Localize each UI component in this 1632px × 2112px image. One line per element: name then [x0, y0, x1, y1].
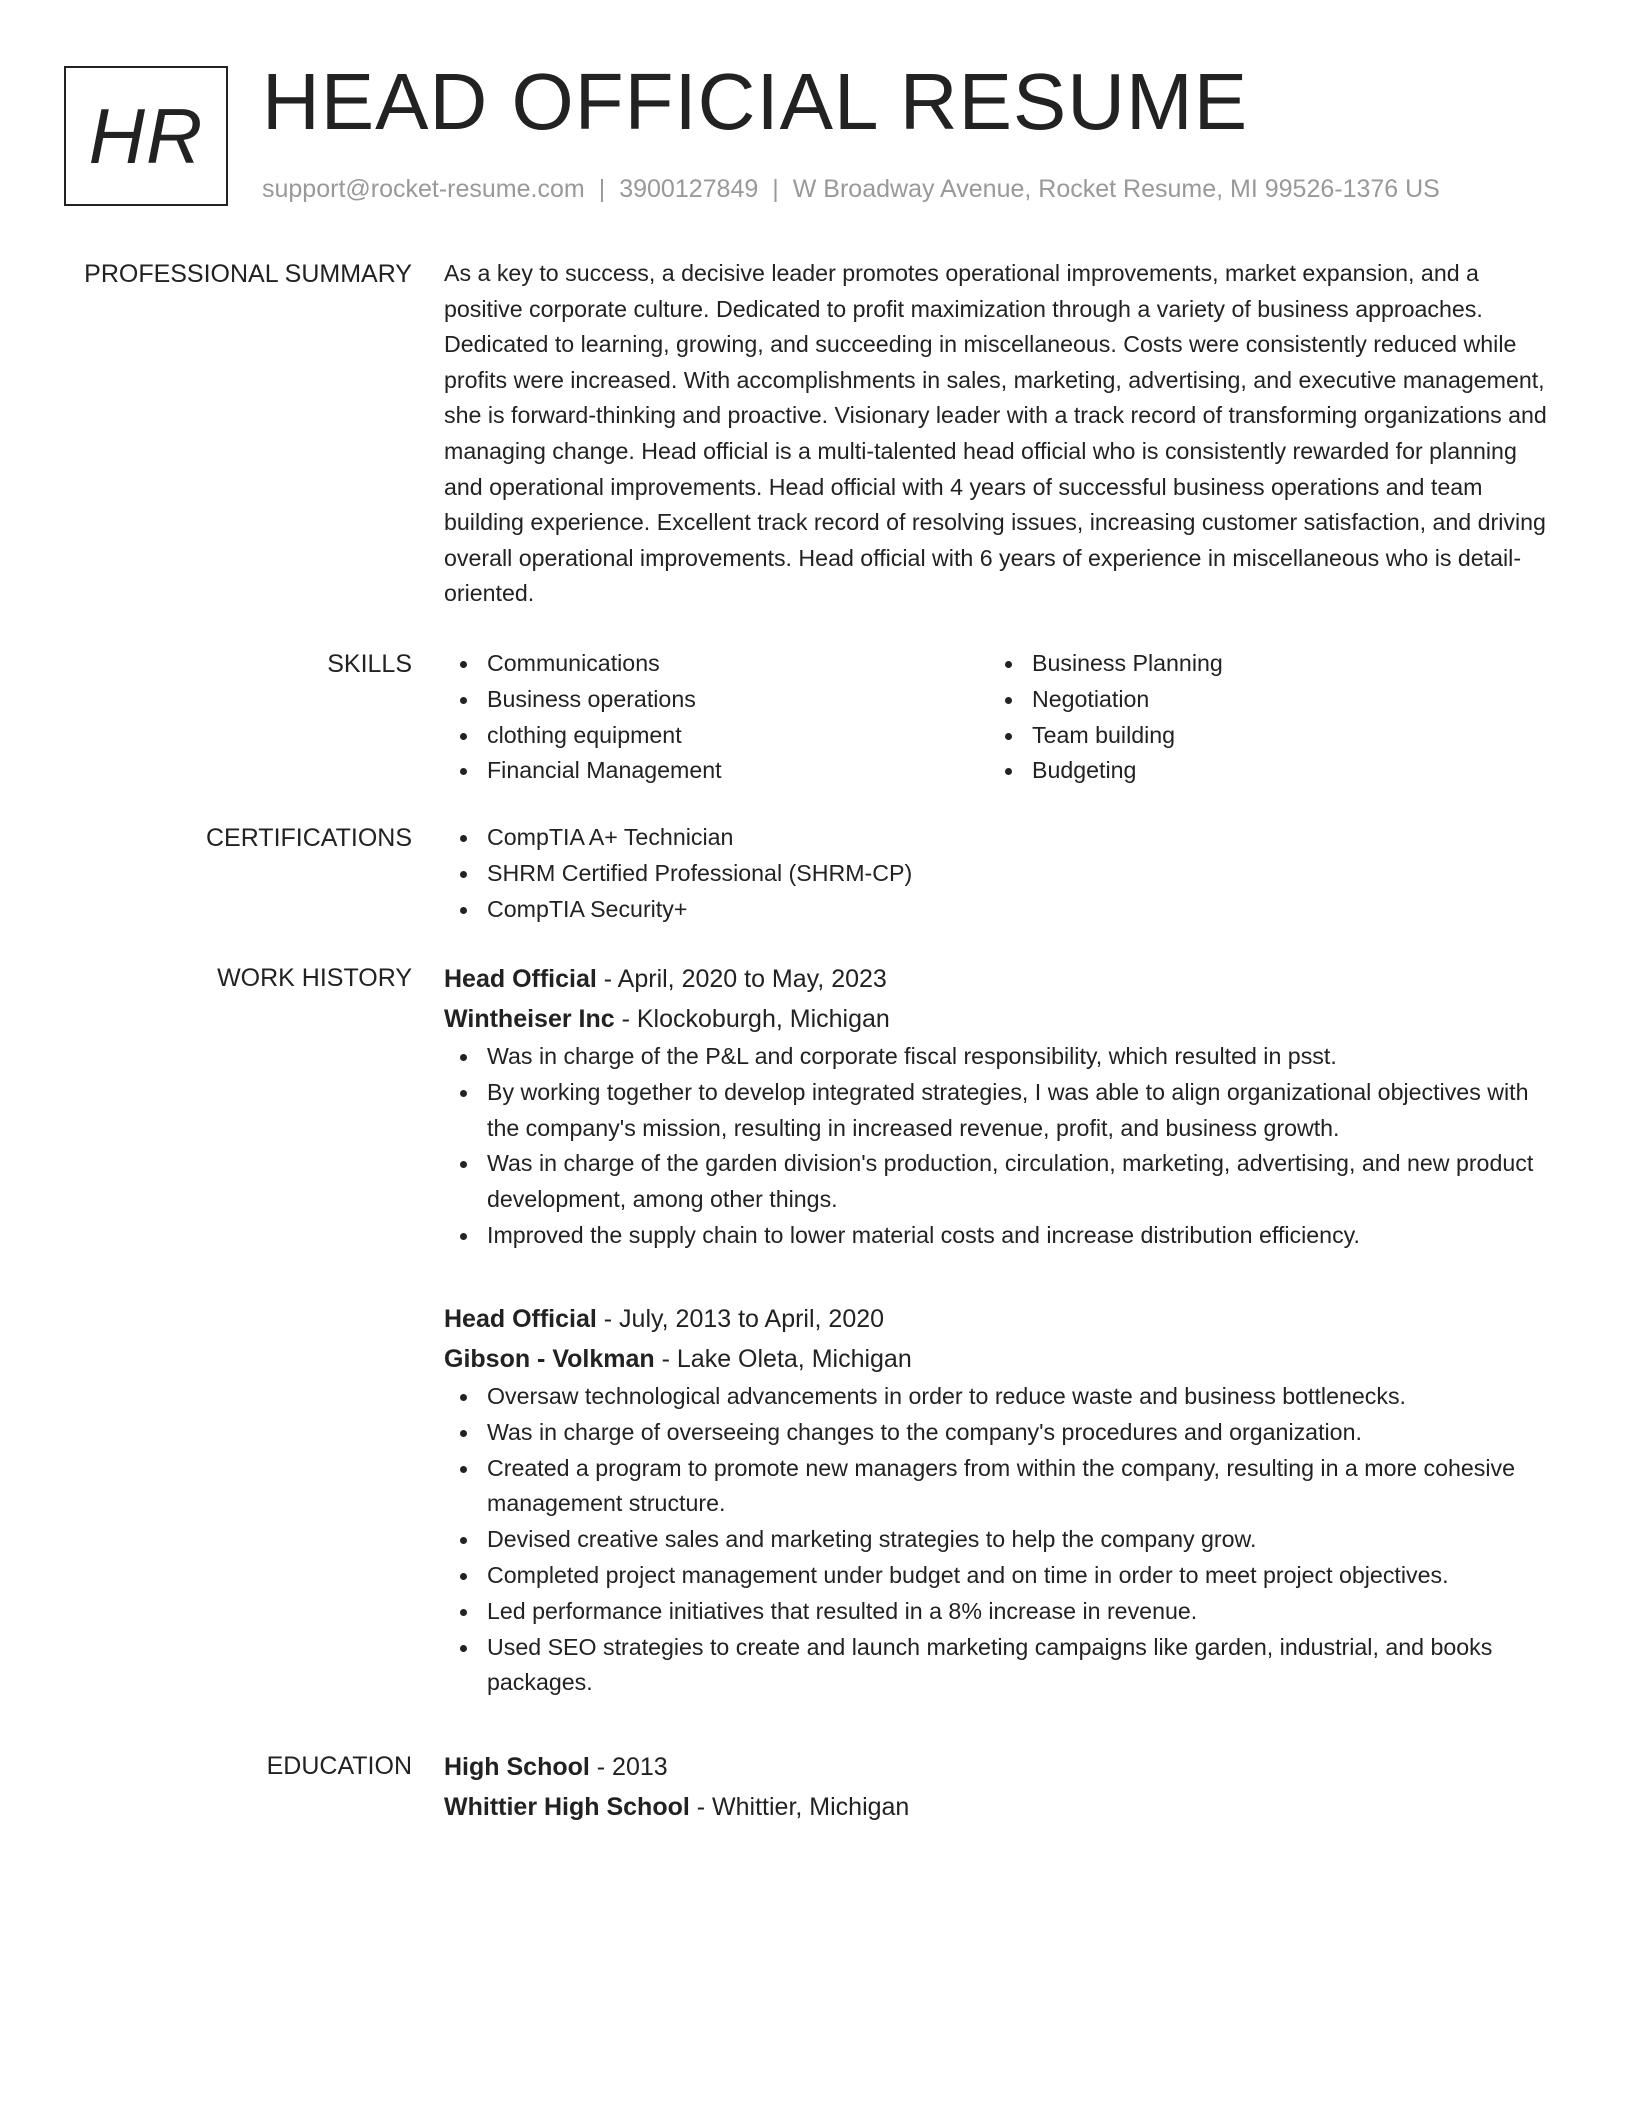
job-duty: Was in charge of the P&L and corporate fiscal responsibility, which resulted in psst. — [444, 1039, 1549, 1075]
skill-item: Team building — [989, 718, 1534, 754]
education-location: - Whittier, Michigan — [689, 1792, 910, 1821]
education-heading: EDUCATION — [266, 1752, 412, 1780]
certification-item: CompTIA A+ Technician — [444, 820, 1549, 856]
work-history-heading: WORK HISTORY — [217, 964, 412, 992]
job-location: - Klockoburgh, Michigan — [614, 1004, 890, 1033]
contact-email: support@rocket-resume.com — [262, 175, 585, 203]
education-school-line — [444, 1788, 1549, 1828]
job-duty: Devised creative sales and marketing strategies to help the company grow. — [444, 1522, 1549, 1558]
job-title: Head Official — [444, 965, 597, 993]
skills-columns — [444, 646, 1549, 789]
job-duty: Led performance initiatives that resulted in a 8% increase in revenue. — [444, 1594, 1549, 1630]
job-duty: Used SEO strategies to create and launch marketing campaigns like garden, industrial, and books packages. — [444, 1630, 1549, 1702]
job-title-line — [444, 960, 1549, 1000]
job-company-line — [444, 1340, 1549, 1380]
skills-body — [444, 646, 1549, 789]
skills-list-right — [989, 646, 1534, 789]
contact-separator: | — [772, 175, 779, 203]
job-duty: Completed project management under budget and on time in order to meet project objectives. — [444, 1558, 1549, 1594]
job-dates: - July, 2013 to April, 2020 — [596, 1305, 885, 1333]
job-location: - Lake Oleta, Michigan — [654, 1344, 912, 1373]
skill-item: clothing equipment — [444, 718, 989, 754]
contact-separator: | — [598, 175, 606, 203]
skills-list-left — [444, 646, 989, 789]
job-duty: Was in charge of overseeing changes to the company's procedures and organization. — [444, 1415, 1549, 1451]
contact-address: W Broadway Avenue, Rocket Resume, MI 99526-1376 US — [792, 175, 1440, 203]
skill-item: Business Planning — [989, 646, 1534, 682]
summary-heading: PROFESSIONAL SUMMARY — [84, 260, 412, 288]
certification-item: SHRM Certified Professional (SHRM-CP) — [444, 856, 1549, 892]
job-duties-list — [444, 1379, 1549, 1701]
job-title-line — [444, 1300, 1549, 1340]
job-duty: Created a program to promote new managers from within the company, resulting in a more cohesive management structure. — [444, 1451, 1549, 1523]
skills-column-right — [989, 646, 1534, 789]
contact-phone: 3900127849 — [619, 175, 759, 203]
education-body — [444, 1748, 1549, 1827]
skills-heading: SKILLS — [327, 650, 412, 678]
certifications-heading: CERTIFICATIONS — [205, 824, 412, 852]
job-duties-list — [444, 1039, 1549, 1254]
skill-item: Negotiation — [989, 682, 1534, 718]
job-duty: Was in charge of the garden division's production, circulation, marketing, advertising, and new product development, among other things. — [444, 1146, 1549, 1218]
education-school: Whittier High School — [444, 1792, 690, 1821]
job-company: Gibson - Volkman — [444, 1344, 655, 1373]
certifications-list — [444, 820, 1549, 927]
skill-item: Budgeting — [989, 753, 1534, 789]
job-title: Head Official — [444, 1305, 597, 1333]
skill-item: Communications — [444, 646, 989, 682]
education-degree-line — [444, 1748, 1549, 1788]
certification-item: CompTIA Security+ — [444, 892, 1549, 928]
contact-line — [262, 174, 1440, 204]
education-year: - 2013 — [589, 1753, 668, 1781]
job-company: Wintheiser Inc — [444, 1004, 615, 1033]
skill-item: Financial Management — [444, 753, 989, 789]
skill-item: Business operations — [444, 682, 989, 718]
monogram-box — [64, 66, 228, 206]
skills-column-left — [444, 646, 989, 789]
job-company-line — [444, 1000, 1549, 1040]
summary-body — [444, 256, 1549, 612]
summary-text: As a key to success, a decisive leader promotes operational improvements, market expansion, and a positive corporate culture. Dedicated to profit maximization through a variety of business approaches. Dedicated to learning, growing, and succeeding in miscellaneous. Costs were consistently reduced while profits were increased. With accomplishments in sales, marketing, advertising, and executive management, she is forward-thinking and proactive. Visionary leader with a track record of transforming organizations and managing change. Head official is a multi-talented head official who is consistently rewarded for planning and operational improvements. Head official with 4 years of successful business operations and team building experience. Excellent track record of resolving issues, increasing customer satisfaction, and driving overall operational improvements. Head official with 6 years of experience in miscellaneous who is detail-oriented. — [444, 260, 1547, 607]
education-degree: High School — [444, 1753, 590, 1781]
certifications-body — [444, 820, 1549, 927]
job-entry — [444, 960, 1549, 1254]
resume-title: HEAD OFFICIAL RESUME — [262, 57, 1249, 146]
job-duty: Oversaw technological advancements in order to reduce waste and business bottlenecks. — [444, 1379, 1549, 1415]
job-duty: By working together to develop integrated strategies, I was able to align organizational objectives with the company's mission, resulting in increased revenue, profit, and business growth. — [444, 1075, 1549, 1147]
monogram-initials: HR — [88, 91, 204, 180]
work-history-body — [444, 960, 1549, 1696]
job-duty: Improved the supply chain to lower material costs and increase distribution efficiency. — [444, 1218, 1549, 1254]
job-dates: - April, 2020 to May, 2023 — [596, 965, 887, 993]
job-entry — [444, 1300, 1549, 1701]
